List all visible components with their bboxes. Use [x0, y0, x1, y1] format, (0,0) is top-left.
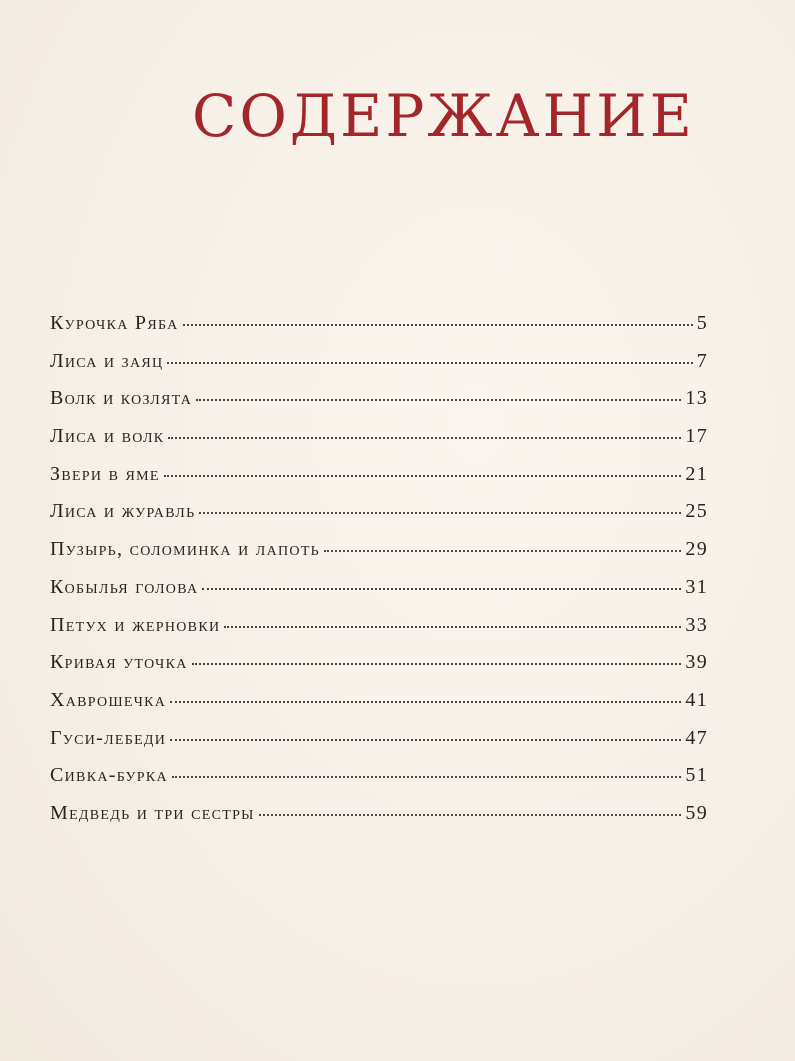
- toc-entry-page-number: 41: [685, 688, 708, 711]
- dot-leader: [167, 362, 692, 364]
- toc-entry-page-number: 39: [685, 651, 708, 674]
- dot-leader: [168, 437, 681, 439]
- toc-entry: [50, 387, 708, 425]
- toc-entry-page-number: 51: [685, 764, 708, 787]
- dot-leader: [170, 739, 681, 741]
- toc-entry-title: Гуси-лебеди: [50, 726, 167, 749]
- toc-entry-title: Кобылья голова: [50, 575, 199, 598]
- toc-entry: [50, 689, 708, 727]
- toc-entry-page-number: 21: [685, 462, 708, 485]
- dot-leader: [324, 550, 681, 552]
- dot-leader: [170, 701, 681, 703]
- dot-leader: [202, 588, 681, 590]
- toc-entry-title: Курочка Ряба: [50, 312, 179, 334]
- toc-entry-page-number: 17: [685, 425, 708, 448]
- toc-entry-title: Лиса и волк: [50, 425, 165, 448]
- toc-entry-page-number: 31: [685, 575, 708, 598]
- toc-entry: [50, 538, 708, 576]
- toc-entry-page-number: 47: [685, 726, 708, 749]
- toc-entry-page-number: 33: [685, 613, 708, 636]
- toc-entry-title: Лиса и журавль: [50, 500, 196, 523]
- dot-leader: [183, 324, 693, 326]
- dot-leader: [199, 512, 681, 514]
- page-title: СОДЕРЖАНИЕ: [191, 81, 695, 150]
- toc-entry-page-number: 25: [685, 500, 708, 523]
- toc-entry-title: Пузырь, соломинка и лапоть: [50, 538, 321, 561]
- toc-entry: [50, 651, 708, 689]
- dot-leader: [224, 626, 681, 628]
- toc-entry-title: Лиса и заяц: [50, 349, 164, 372]
- dot-leader: [164, 475, 682, 477]
- toc-entry-page-number: 13: [685, 387, 708, 410]
- toc-entry: [50, 727, 708, 765]
- toc-entry-page-number: 5: [696, 312, 708, 334]
- toc-entry: [50, 802, 708, 840]
- toc-entry-title: Хаврошечка: [50, 688, 167, 711]
- dot-leader: [172, 776, 682, 778]
- toc-entry: [50, 425, 708, 463]
- toc-entry: [50, 463, 708, 501]
- toc-entry: [50, 500, 708, 538]
- dot-leader: [259, 814, 682, 816]
- toc-entry-title: Медведь и три сестры: [50, 801, 255, 824]
- toc-entry-page-number: 59: [685, 801, 708, 824]
- table-of-contents: [50, 312, 708, 840]
- toc-entry: [50, 764, 708, 802]
- toc-entry: [50, 350, 708, 388]
- dot-leader: [192, 663, 682, 665]
- toc-entry-title: Волк и козлята: [50, 387, 193, 410]
- toc-entry-page-number: 7: [696, 349, 708, 372]
- toc-entry-title: Звери в яме: [50, 462, 160, 485]
- toc-entry-title: Кривая уточка: [50, 651, 188, 674]
- toc-entry: [50, 576, 708, 614]
- toc-entry: [50, 614, 708, 652]
- toc-entry-title: Петух и жерновки: [50, 613, 221, 636]
- toc-entry-page-number: 29: [685, 538, 708, 561]
- toc-entry-title: Сивка-бурка: [50, 764, 168, 787]
- toc-entry: [50, 312, 708, 350]
- dot-leader: [196, 399, 681, 401]
